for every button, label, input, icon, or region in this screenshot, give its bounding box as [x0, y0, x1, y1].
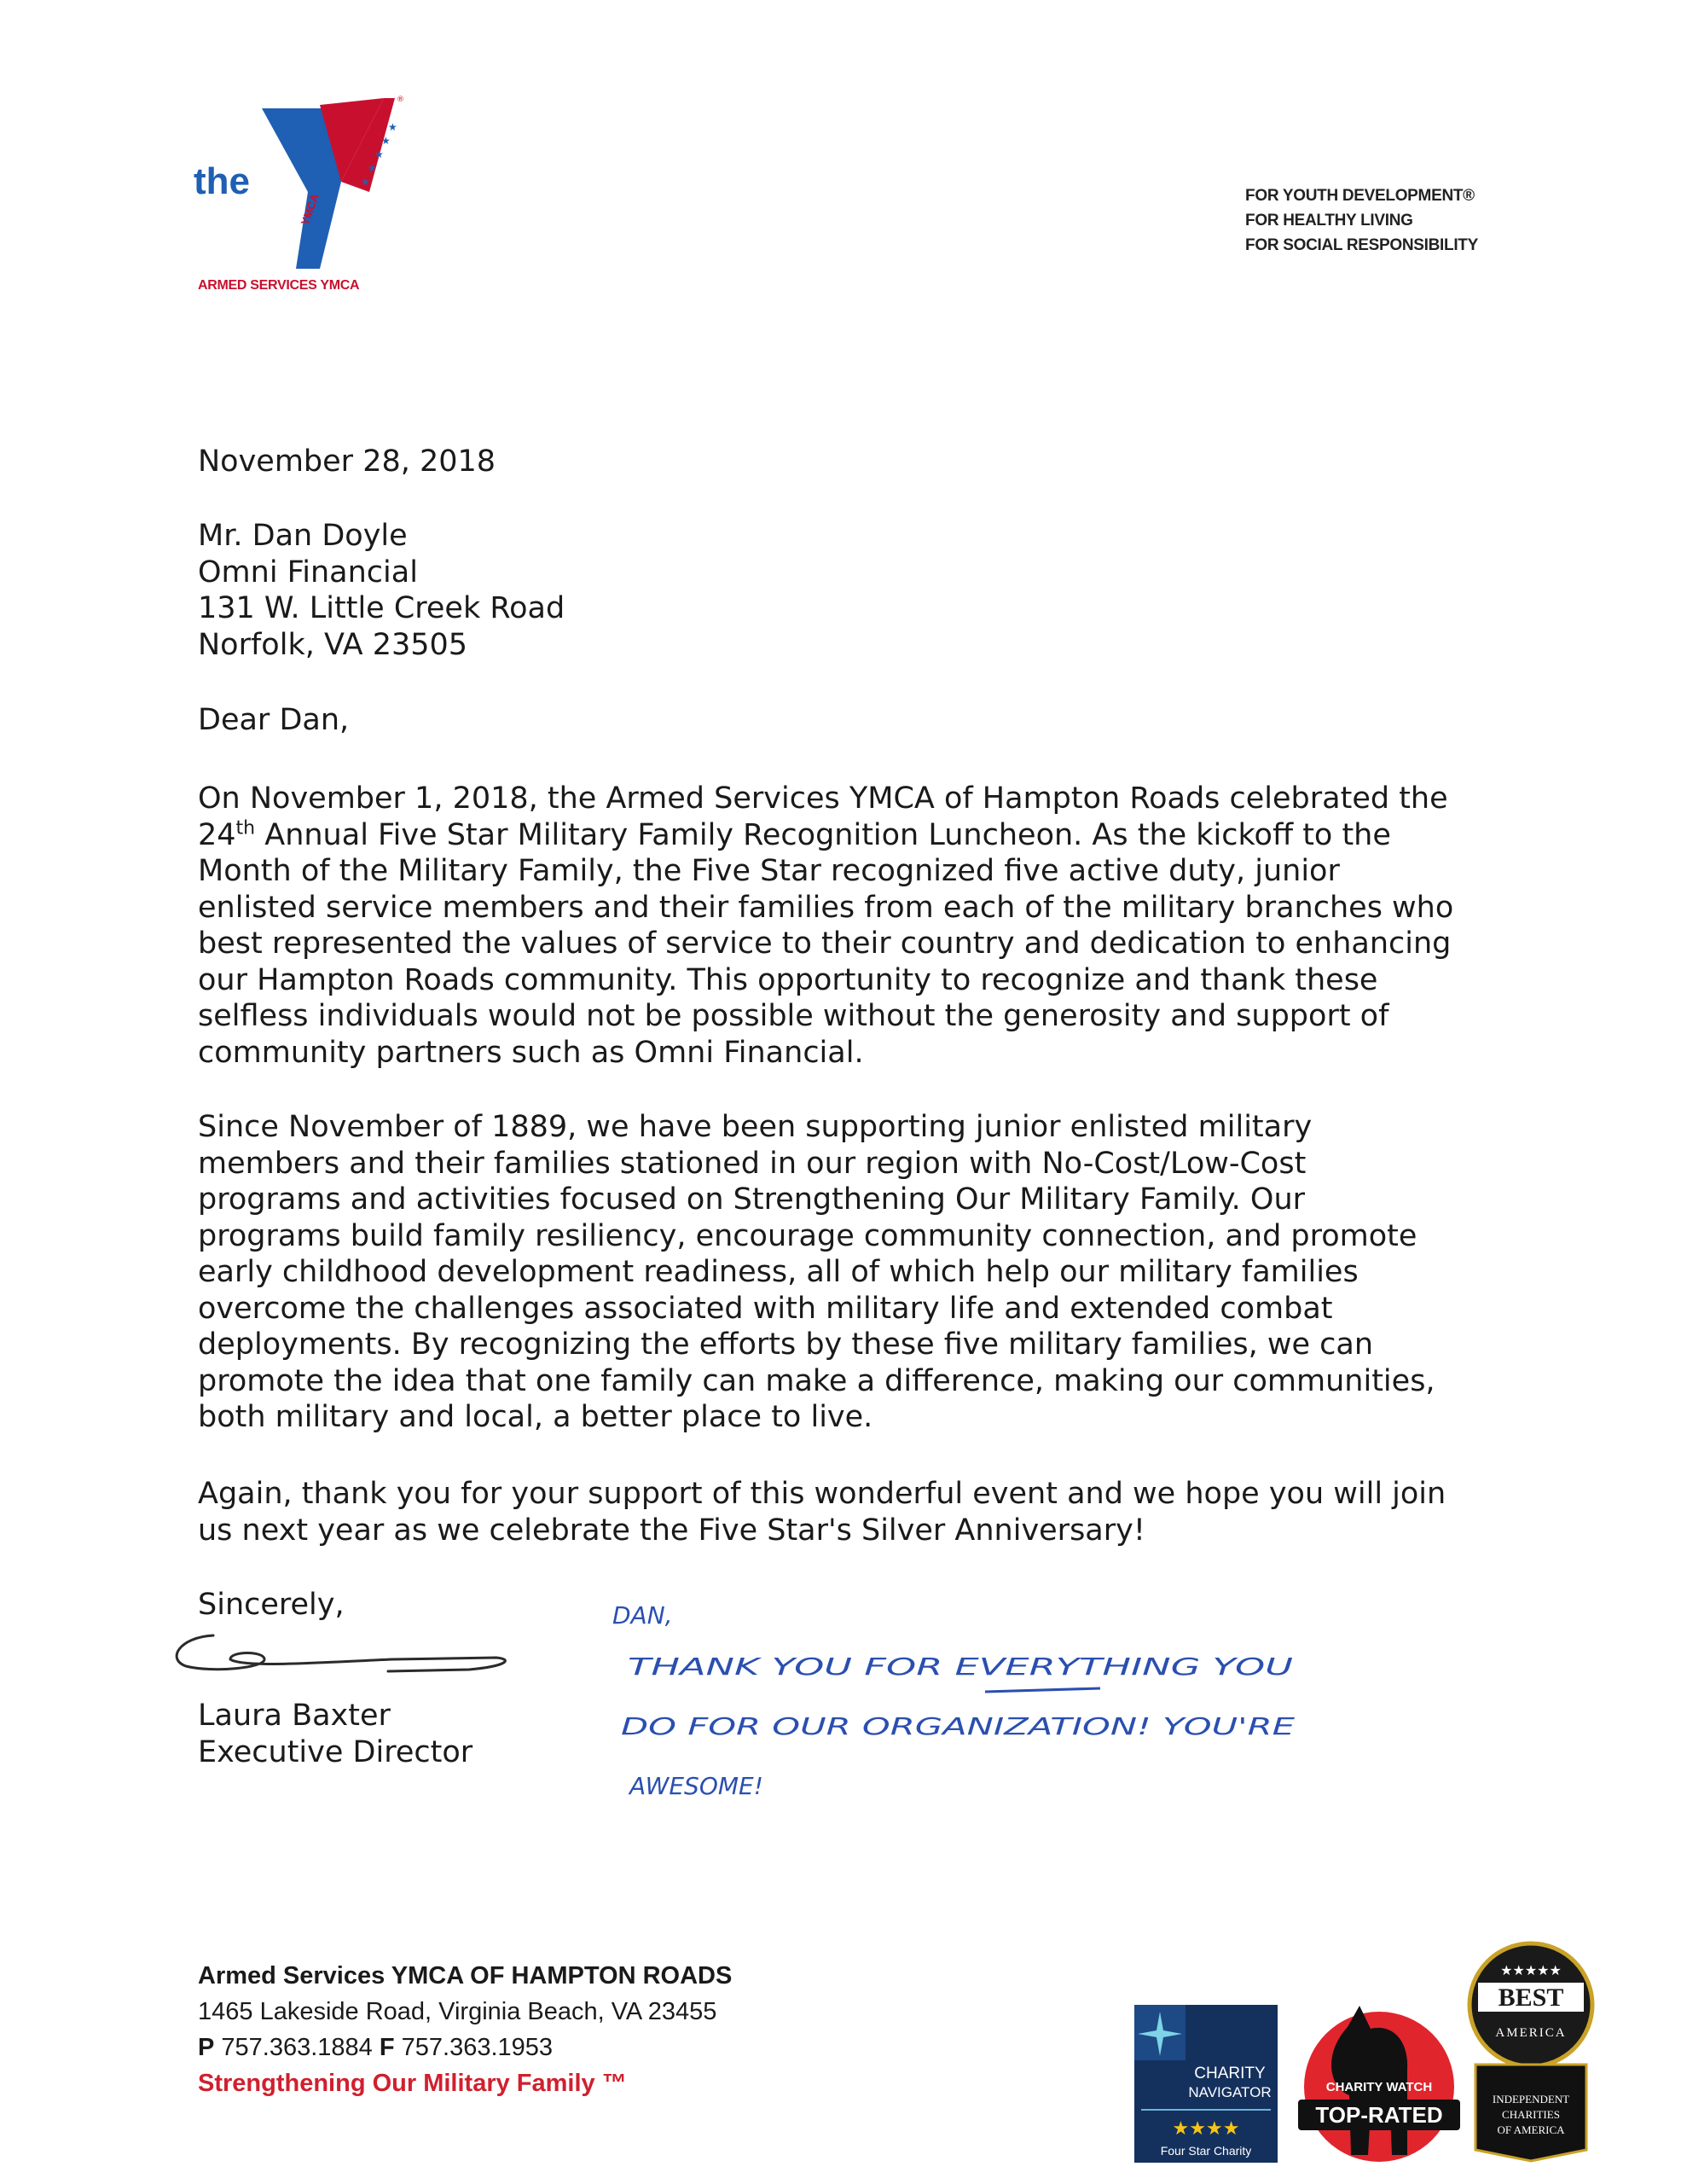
- paragraph-line: community partners such as Omni Financial.: [198, 1035, 864, 1070]
- note-underline: [985, 1688, 1100, 1692]
- ymca-logo: [192, 90, 414, 273]
- svg-text:OF AMERICA: OF AMERICA: [1497, 2123, 1565, 2136]
- paragraph-line: Again, thank you for your support of this wonderful event and we hope you will join: [198, 1477, 1446, 1511]
- tagline-line: FOR HEALTHY LIVING: [1245, 212, 1413, 229]
- svg-text:NAVIGATOR: NAVIGATOR: [1188, 2084, 1272, 2100]
- fax-label: F: [379, 2034, 395, 2061]
- address-line: 131 W. Little Creek Road: [198, 591, 565, 625]
- paragraph-1: [198, 781, 1494, 1071]
- letter-date: November 28, 2018: [198, 444, 496, 479]
- signer-title: Executive Director: [198, 1734, 473, 1769]
- recipient-address: [198, 518, 565, 663]
- svg-text:CHARITY WATCH: CHARITY WATCH: [1325, 2080, 1433, 2094]
- note-line: DAN,: [612, 1601, 673, 1629]
- five-stars-icon: ★★★★★: [1500, 1962, 1562, 1978]
- signature-icon: [162, 1625, 520, 1685]
- ordinal-suffix: th: [235, 816, 256, 839]
- signer-block: [198, 1698, 472, 1770]
- closing: Sincerely,: [198, 1588, 345, 1622]
- svg-text:★: ★: [368, 162, 377, 174]
- svg-text:TOP-RATED: TOP-RATED: [1315, 2102, 1443, 2128]
- paragraph-line: [198, 817, 1494, 854]
- best-in-america-badge: [1458, 1941, 1603, 2163]
- phone-label: P: [198, 2034, 215, 2061]
- phone-number: 757.363.1884: [221, 2034, 373, 2061]
- paragraph-line: programs and activities focused on Strengthening Our Military Family. Our: [198, 1182, 1306, 1217]
- paragraph-2: [198, 1109, 1494, 1436]
- paragraph-line-rest: Annual Five Star Military Family Recognition Luncheon. As the kickoff to the: [255, 817, 1391, 852]
- paragraph-line: promote the idea that one family can make a difference, making our communities,: [198, 1363, 1435, 1398]
- ordinal-number: 24: [198, 817, 236, 852]
- svg-text:CHARITY: CHARITY: [1194, 2065, 1266, 2082]
- paragraph-line: best represented the values of service to their country and dedication to enhancing: [198, 926, 1452, 961]
- address-line: Omni Financial: [198, 555, 418, 590]
- paragraph-line: Since November of 1889, we have been supporting junior enlisted military: [198, 1110, 1313, 1144]
- charity-watch-badge: [1290, 1993, 1464, 2164]
- charity-navigator-badge: [1134, 2005, 1278, 2163]
- address-line: Mr. Dan Doyle: [198, 519, 408, 553]
- footer-address: 1465 Lakeside Road, Virginia Beach, VA 23455: [198, 1998, 717, 2025]
- note-line: THANK YOU FOR EVERYTHING YOU: [628, 1653, 1293, 1681]
- tagline-line: FOR SOCIAL RESPONSIBILITY: [1245, 236, 1478, 254]
- svg-text:AMERICA: AMERICA: [1495, 2026, 1567, 2040]
- svg-text:★: ★: [374, 148, 384, 160]
- paragraph-3: [198, 1476, 1494, 1548]
- svg-text:★: ★: [361, 176, 370, 188]
- svg-text:INDEPENDENT: INDEPENDENT: [1492, 2093, 1570, 2106]
- paragraph-line: our Hampton Roads community. This opportunity to recognize and thank these: [198, 962, 1378, 997]
- paragraph-line: selfless individuals would not be possible without the generosity and support of: [198, 999, 1389, 1033]
- tagline-line: FOR YOUTH DEVELOPMENT®: [1245, 187, 1475, 205]
- paragraph-line: deployments. By recognizing the efforts by these five military families, we can: [198, 1327, 1374, 1362]
- logo-vertical-text: YMCA: [298, 191, 322, 228]
- footer-contact: [198, 1958, 732, 2101]
- note-line: DO FOR OUR ORGANIZATION! YOU'RE: [621, 1712, 1296, 1740]
- handwritten-note: [597, 1591, 1330, 1813]
- paragraph-line: programs build family resiliency, encourage community connection, and promote: [198, 1218, 1417, 1253]
- org-subtitle: ARMED SERVICES YMCA: [198, 278, 360, 293]
- paragraph-line: On November 1, 2018, the Armed Services YMCA of Hampton Roads celebrated the: [198, 781, 1448, 816]
- footer-org-name: Armed Services YMCA OF HAMPTON ROADS: [198, 1962, 733, 1989]
- paragraph-line: us next year as we celebrate the Five Star's Silver Anniversary!: [198, 1513, 1145, 1548]
- paragraph-line: Month of the Military Family, the Five Star recognized five active duty, junior: [198, 854, 1340, 888]
- paragraph-line: enlisted service members and their families from each of the military branches who: [198, 890, 1454, 925]
- paragraph-line: members and their families stationed in our region with No-Cost/Low-Cost: [198, 1146, 1307, 1181]
- svg-text:CHARITIES: CHARITIES: [1502, 2108, 1560, 2121]
- svg-text:★: ★: [388, 121, 397, 133]
- footer-slogan: Strengthening Our Military Family ™: [198, 2070, 627, 2097]
- salutation: Dear Dan,: [198, 703, 350, 737]
- footer-phone: [198, 2030, 732, 2065]
- svg-text:★: ★: [381, 135, 391, 147]
- note-line: AWESOME!: [629, 1772, 763, 1800]
- address-line: Norfolk, VA 23505: [198, 627, 468, 662]
- fax-number: 757.363.1953: [401, 2034, 554, 2061]
- logo-word: the: [194, 160, 250, 202]
- svg-text:®: ®: [397, 96, 404, 104]
- signer-name: Laura Baxter: [198, 1699, 391, 1733]
- svg-text:BEST: BEST: [1498, 1984, 1564, 2012]
- paragraph-line: early childhood development readiness, all of which help our military families: [198, 1255, 1359, 1289]
- paragraph-line: both military and local, a better place to live.: [198, 1400, 873, 1434]
- four-stars-icon: ★★★★: [1172, 2118, 1240, 2140]
- tagline: [1245, 183, 1478, 258]
- svg-text:Four Star Charity: Four Star Charity: [1160, 2144, 1252, 2158]
- paragraph-line: overcome the challenges associated with military life and extended combat: [198, 1291, 1333, 1326]
